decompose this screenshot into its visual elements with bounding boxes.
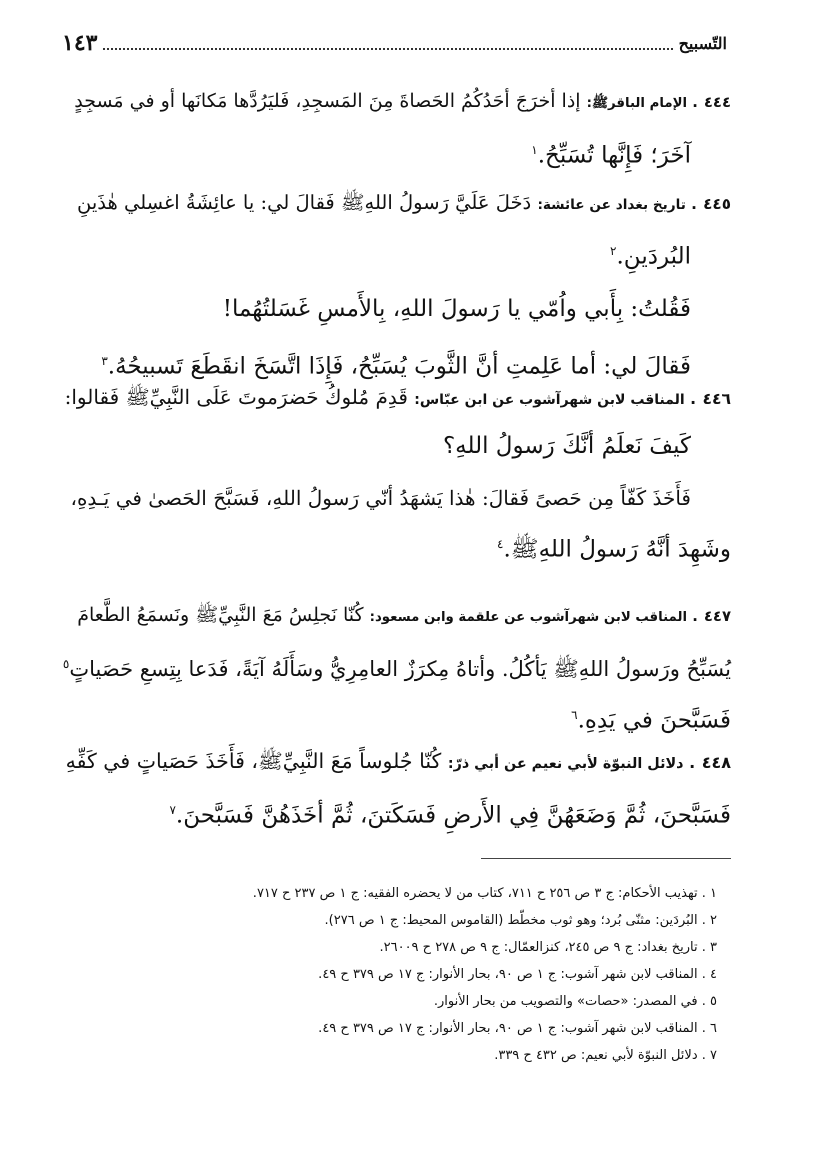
entry-text-line: يُسَبِّحُ ورَسولُ اللهِﷺ يَأكُلُ. وأتاهُ مِكرَزٌ العامِرِيُّ وسَأَلَهُ آيَةً، فَدَعا بِتِسعِ حَصَياتٍ xyxy=(69,657,731,681)
footnote-ref: ٦ xyxy=(571,708,578,722)
entry-text-line: قَدِمَ مُلوكُ حَضرَموتَ عَلَى النَّبِيِّﷺ فَقالوا: xyxy=(64,385,408,409)
hadith-entry-445: ٤٤٥ . تاريخ بغداد عن عائشة: دَخَلَ عَلَيَّ رَسولُ اللهِﷺ فَقالَ لي: يا عائِشَةُ اغسِلي هٰذَينِ البُردَينِ.$^٢$ فَقُلتُ: بِأَبي واُمّي يا رَسولَ اللهِ، بِالأَمسِ غَسَلتُهُما! فَقالَ لي: أما عَلِمتِ أنَّ الثَّوبَ يُسَبِّحُ، فَإِذَا اتَّسَخَ انقَطَعَ تَسبيحُهُ.$^٣$ xyxy=(76,191,731,380)
footnote-7: ٧ . دلائل النبوّة لأبي نعيم: ص ٤٣٢ ح ٣٣٩. xyxy=(494,1048,717,1063)
header-dotted-leader xyxy=(103,36,672,50)
footnote-2: ٢ . البُردَين: مثنّى بُرد؛ وهو ثوب مخطّط (القاموس المحيط: ج ١ ص ٢٧٦). xyxy=(324,913,717,928)
entry-text-line: فَسَبَّحنَ في يَدِهِ. xyxy=(577,707,731,734)
entry-source: الإمام الباقر xyxy=(608,96,688,111)
entry-source-suffix: ﷺ: xyxy=(586,96,609,111)
running-header xyxy=(62,30,727,56)
hadith-entry-448: ٤٤٨ . دلائل النبوّة لأبي نعيم عن أبي ذرّ: كُنّا جُلوساً مَعَ النَّبِيِّﷺ، فَأَخَذَ حَصَياتٍ في كَفِّهِ فَسَبَّحنَ، ثُمَّ وَضَعَهُنَّ فِي الأَرضِ فَسَكَتنَ، ثُمَّ أخَذَهُنَّ فَسَبَّحنَ.$^٧$ xyxy=(65,749,731,829)
entry-text-line: كُنّا جُلوساً مَعَ النَّبِيِّﷺ، فَأَخَذَ حَصَياتٍ في كَفِّهِ xyxy=(65,749,442,773)
entry-source: تاريخ بغداد عن عائشة: xyxy=(537,197,686,213)
entry-text-line: فَقُلتُ: بِأَبي واُمّي يا رَسولَ اللهِ، بِالأَمسِ غَسَلتُهُما! xyxy=(222,295,691,322)
entry-text-line: البُردَينِ. xyxy=(616,243,691,270)
entry-text-line: آخَرَ؛ فَإِنَّها تُسَبِّحُ. xyxy=(537,142,691,169)
entry-number: ٤٤٨ xyxy=(701,753,731,772)
footnotes xyxy=(62,880,717,1069)
entry-text-line: فَسَبَّحنَ، ثُمَّ وَضَعَهُنَّ فِي الأَرضِ فَسَكَتنَ، ثُمَّ أخَذَهُنَّ فَسَبَّحنَ. xyxy=(175,802,731,829)
hadith-entry-444: ٤٤٤ . الإمام الباقرﷺ: إذا أخرَجَ أحَدُكُمُ الحَصاةَ مِنَ المَسجِدِ، فَليَرُدَّها مَكانَها أو في مَسجِدٍ آخَرَ؛ فَإِنَّها تُسَبِّحُ.$^١$ xyxy=(74,90,731,169)
entry-number: ٤٤٤ xyxy=(703,94,731,111)
entry-text-line: إذا أخرَجَ أحَدُكُمُ الحَصاةَ مِنَ المَسجِدِ، فَليَرُدَّها مَكانَها أو في مَسجِدٍ xyxy=(74,90,581,112)
entry-text-line: وشَهِدَ أنَّهُ رَسولُ اللهِﷺ. xyxy=(503,536,731,563)
page-number: ١٤٣ xyxy=(62,30,98,56)
footnote-ref: ١ xyxy=(531,143,538,157)
hadith-entry-446: ٤٤٦ . المناقب لابن شهرآشوب عن ابن عبّاس: قَدِمَ مُلوكُ حَضرَموتَ عَلَى النَّبِيِّﷺ فَقالوا: كَيفَ نَعلَمُ أنَّكَ رَسولُ اللهِ؟ فَأَخَذَ كَفّاً مِن حَصىً فَقالَ: هٰذا يَشهَدُ أنّي رَسولُ اللهِ، فَسَبَّحَ الحَصىٰ في يَـدِهِ، وشَهِدَ أنَّهُ رَسولُ اللهِﷺ.$^٤$ xyxy=(64,385,731,563)
entry-text-line: دَخَلَ عَلَيَّ رَسولُ اللهِﷺ فَقالَ لي: يا عائِشَةُ اغسِلي هٰذَينِ xyxy=(76,191,532,214)
footnote-1: ١ . تهذيب الأحكام: ج ٣ ص ٢٥٦ ح ٧١١، كتاب من لا يحضره الفقيه: ج ١ ص ٢٣٧ ح ٧١٧. xyxy=(252,886,717,901)
entry-number: ٤٤٥ xyxy=(703,195,731,213)
footnote-5: ٥ . في المصدر: «حصات» والتصويب من بحار الأنوار. xyxy=(433,994,717,1009)
footnote-ref: ٥ xyxy=(62,657,70,671)
entry-source: المناقب لابن شهرآشوب عن علقمة وابن مسعود: xyxy=(369,610,688,625)
entry-text-line: فَأَخَذَ كَفّاً مِن حَصىً فَقالَ: هٰذا يَشهَدُ أنّي رَسولُ اللهِ، فَسَبَّحَ الحَصىٰ في يَـدِهِ، xyxy=(70,486,691,510)
footnote-ref: ٤ xyxy=(497,537,504,551)
hadith-entry-447: ٤٤٧ . المناقب لابن شهرآشوب عن علقمة وابن مسعود: كُنّا نَجلِسُ مَعَ النَّبِيِّﷺ ونَسمَعُ الطَّعامَ يُسَبِّحُ ورَسولُ اللهِﷺ يَأكُلُ. وأتاهُ مِكرَزٌ العامِرِيُّ وسَأَلَهُ آيَةً، فَدَعا بِتِسعِ حَصَياتٍ$^٥$ فَسَبَّحنَ في يَدِهِ.$^٦$ xyxy=(62,604,731,734)
entry-text-line: فَقالَ لي: أما عَلِمتِ أنَّ الثَّوبَ يُسَبِّحُ، فَإِذَا اتَّسَخَ انقَطَعَ تَسبيحُهُ. xyxy=(107,353,691,380)
chapter-title: التّسبيح xyxy=(678,33,727,53)
entry-text-line: كَيفَ نَعلَمُ أنَّكَ رَسولُ اللهِ؟ xyxy=(442,433,691,459)
footnote-ref: ٢ xyxy=(610,244,617,258)
entry-source: دلائل النبوّة لأبي نعيم عن أبي ذرّ: xyxy=(447,756,684,772)
footnote-ref: ٣ xyxy=(101,353,108,368)
entry-number: ٤٤٧ xyxy=(703,608,731,625)
footnote-ref: ٧ xyxy=(169,803,176,817)
entry-text-line: كُنّا نَجلِسُ مَعَ النَّبِيِّﷺ ونَسمَعُ الطَّعامَ xyxy=(77,604,364,626)
footnote-4: ٤ . المناقب لابن شهر آشوب: ج ١ ص ٩٠، بحار الأنوار: ج ١٧ ص ٣٧٩ ح ٤٩. xyxy=(318,967,717,982)
entry-number: ٤٤٦ xyxy=(702,390,731,408)
footnote-divider xyxy=(481,858,731,859)
entry-source: المناقب لابن شهرآشوب عن ابن عبّاس: xyxy=(414,392,685,408)
footnote-3: ٣ . تاريخ بغداد: ج ٩ ص ٢٤٥، كنزالعمّال: ج ٩ ص ٢٧٨ ح ٢٦٠٠٩. xyxy=(379,940,717,955)
footnote-6: ٦ . المناقب لابن شهر آشوب: ج ١ ص ٩٠، بحار الأنوار: ج ١٧ ص ٣٧٩ ح ٤٩. xyxy=(318,1021,717,1036)
